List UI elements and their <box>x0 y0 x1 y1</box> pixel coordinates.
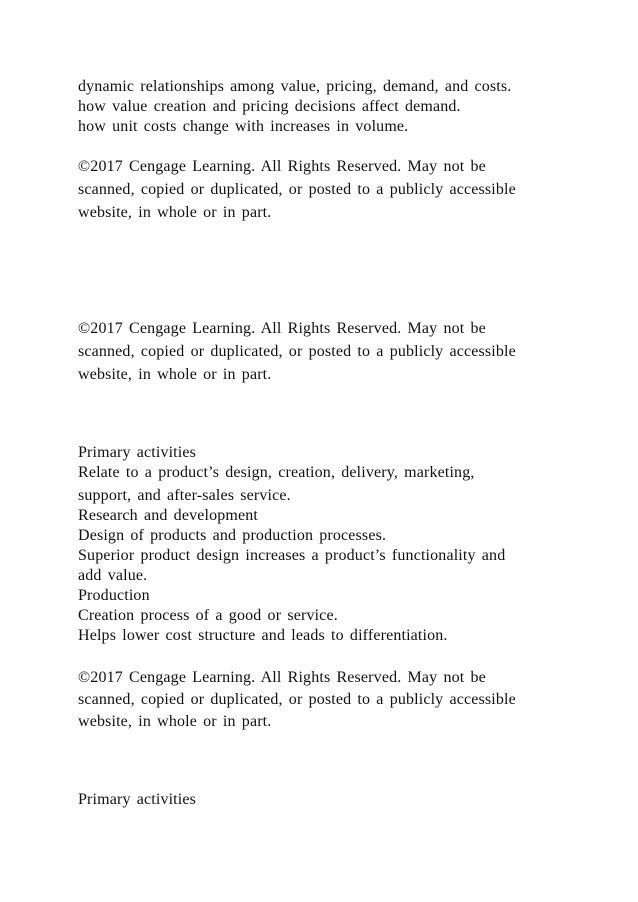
intro-line: dynamic relationships among value, pricing, demand, and costs. <box>78 78 512 95</box>
body-line: Superior product design increases a product’s functionality and <box>78 547 506 564</box>
copyright-line: scanned, copied or duplicated, or posted to a publicly accessible <box>78 181 516 198</box>
copyright-line: scanned, copied or duplicated, or posted to a publicly accessible <box>78 691 516 708</box>
copyright-line: ©2017 Cengage Learning. All Rights Reserved. May not be <box>78 669 486 686</box>
body-line: Creation process of a good or service. <box>78 607 338 624</box>
section-heading: Primary activities <box>78 444 197 461</box>
intro-line: how unit costs change with increases in volume. <box>78 118 409 135</box>
copyright-line: ©2017 Cengage Learning. All Rights Reserved. May not be <box>78 158 486 175</box>
copyright-line: website, in whole or in part. <box>78 204 272 221</box>
body-line: Relate to a product’s design, creation, delivery, marketing, <box>78 464 475 481</box>
section-heading: Primary activities <box>78 791 197 808</box>
subheading: Research and development <box>78 507 258 524</box>
copyright-line: website, in whole or in part. <box>78 713 272 730</box>
body-line: Design of products and production processes. <box>78 527 387 544</box>
body-line: support, and after-sales service. <box>78 487 291 504</box>
body-line: Helps lower cost structure and leads to differentiation. <box>78 627 448 644</box>
copyright-line: scanned, copied or duplicated, or posted to a publicly accessible <box>78 343 516 360</box>
copyright-line: website, in whole or in part. <box>78 366 272 383</box>
copyright-line: ©2017 Cengage Learning. All Rights Reserved. May not be <box>78 320 486 337</box>
subheading: Production <box>78 587 150 604</box>
body-line: add value. <box>78 567 148 584</box>
intro-line: how value creation and pricing decisions affect demand. <box>78 98 461 115</box>
